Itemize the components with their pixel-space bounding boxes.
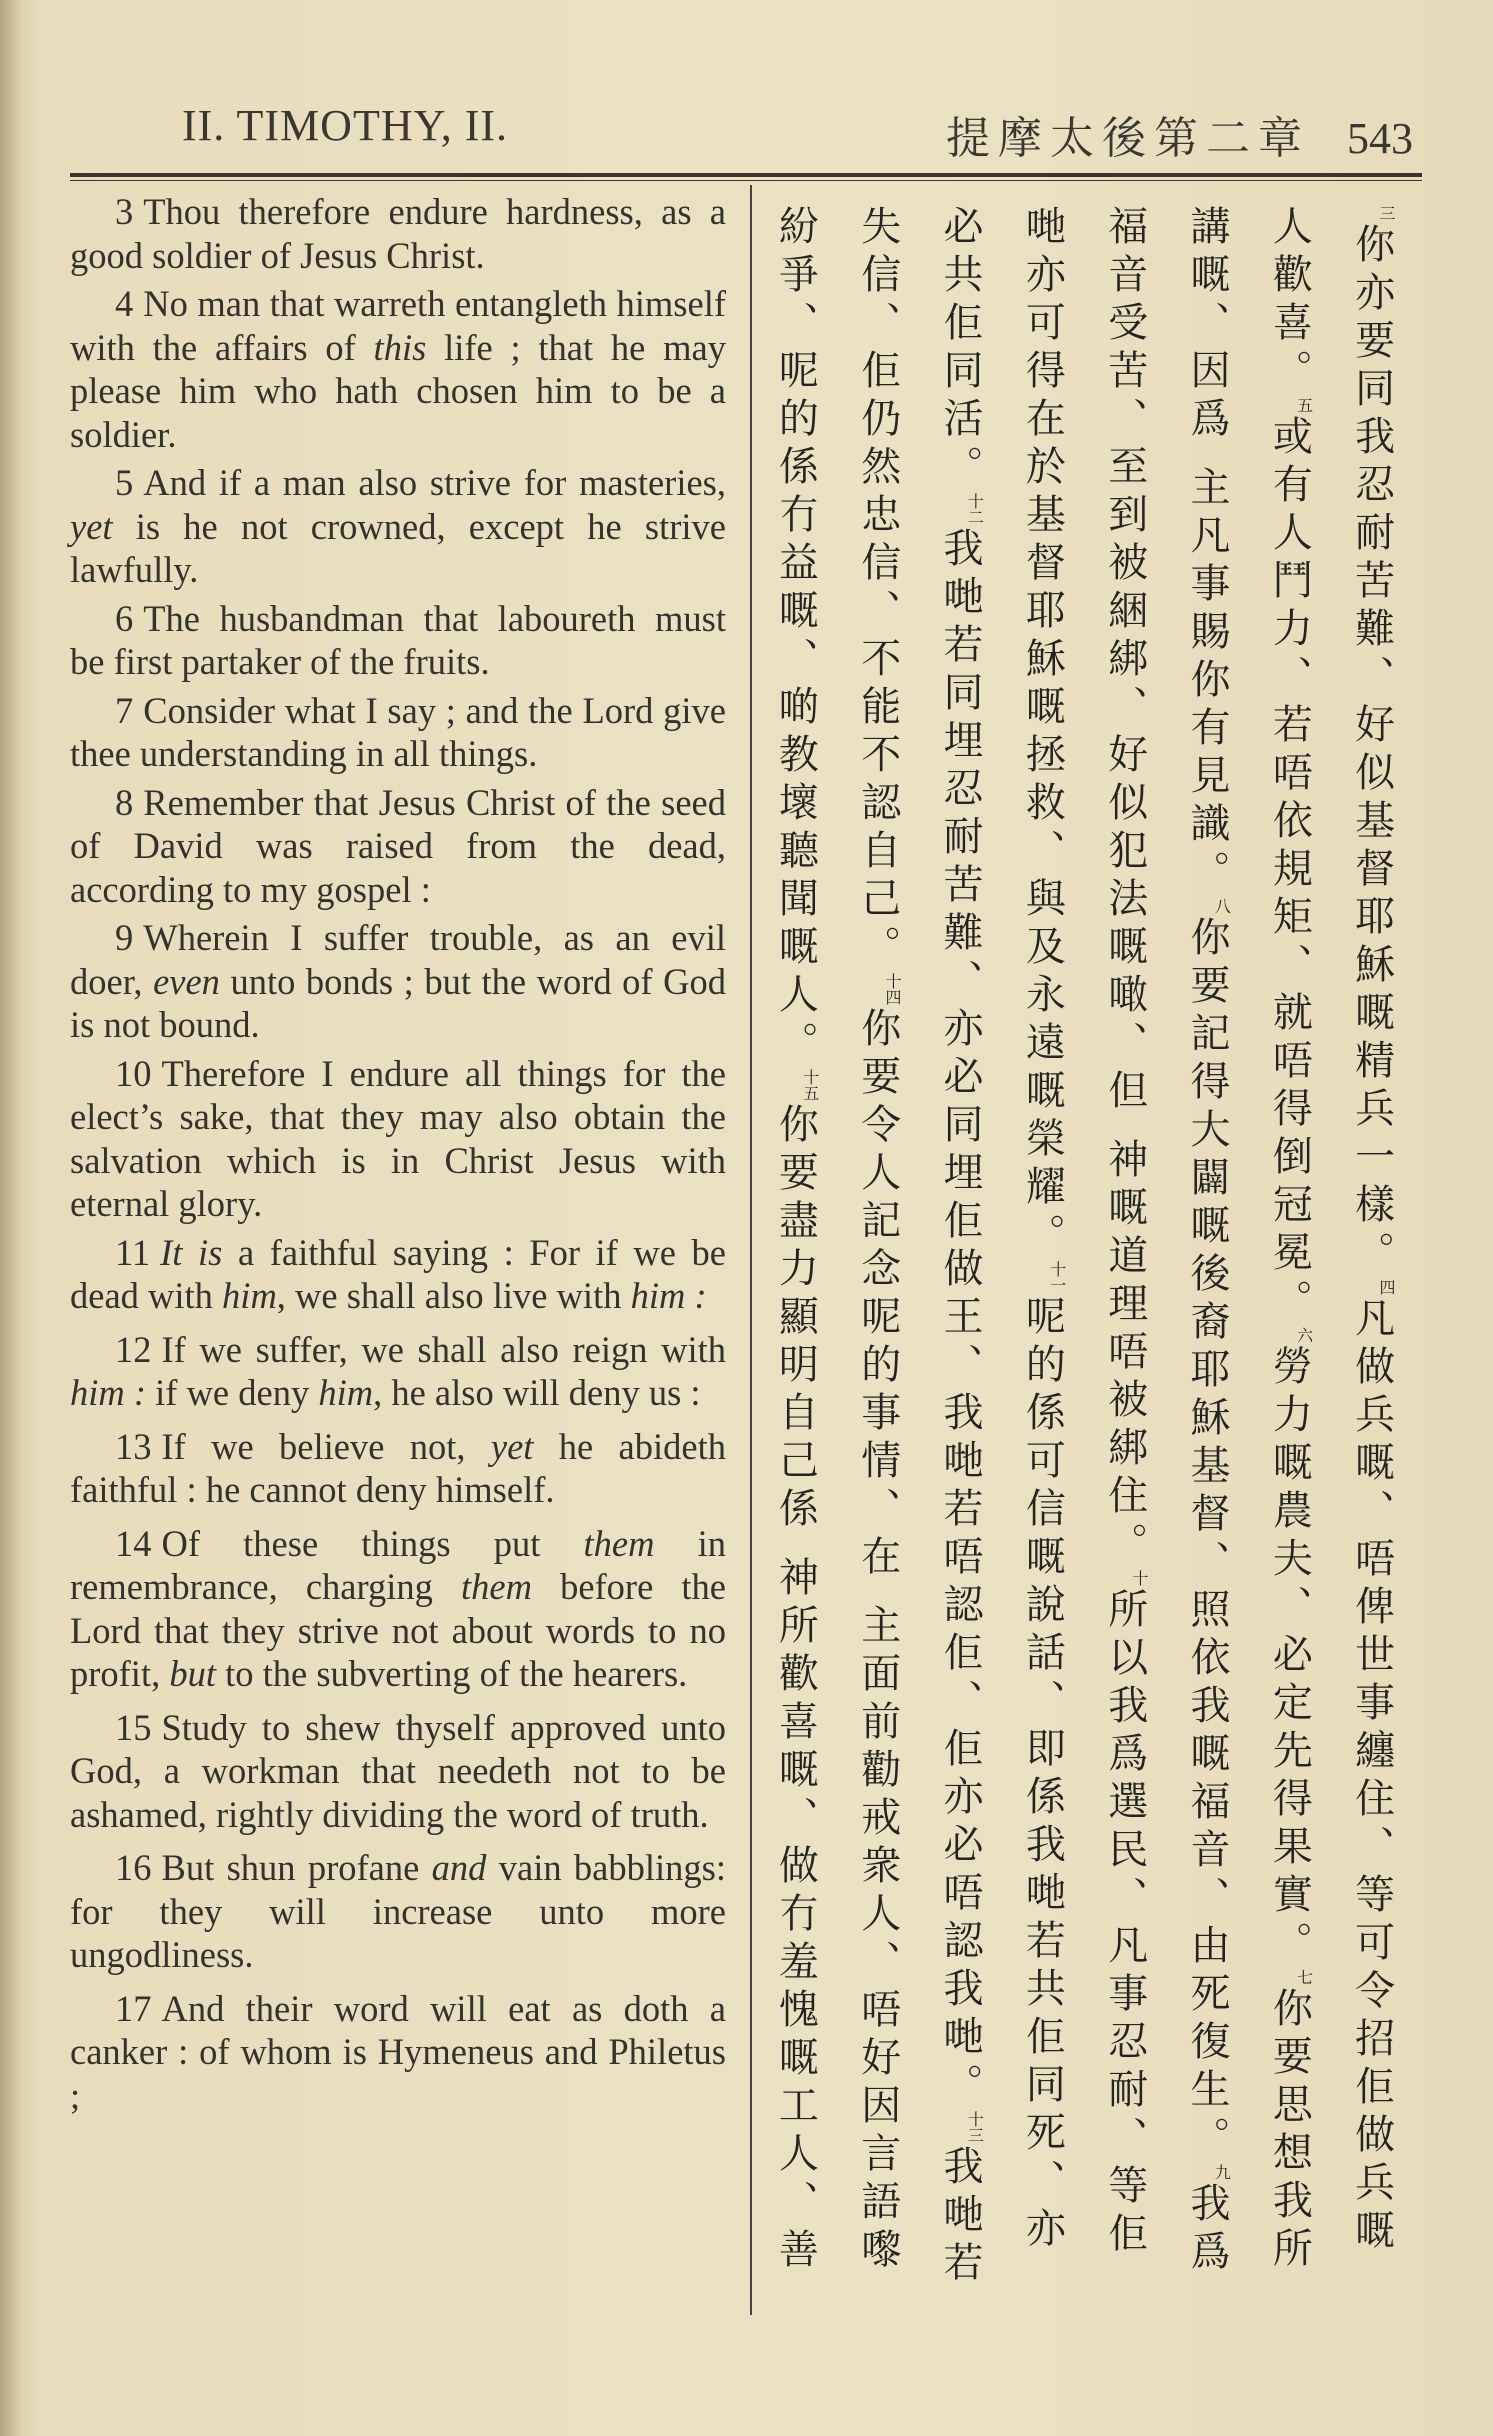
- english-verse-5: [70, 461, 726, 592]
- verse-number: 6: [115, 597, 134, 639]
- chinese-verses: [770, 205, 1420, 2295]
- english-verse-11: [70, 1231, 726, 1318]
- english-verse-6: [70, 597, 726, 684]
- english-verse-13: [70, 1425, 726, 1512]
- verse-text: Consider what I say ; and the Lord give thee understanding in all things.: [70, 689, 726, 774]
- verse-number: 10: [115, 1052, 152, 1094]
- english-verse-8: [70, 781, 726, 912]
- verse-text: The husbandman that laboureth must be first partaker of the fruits.: [70, 597, 726, 682]
- verse-text: If we believe not, yet he abideth faithful : he cannot deny himself.: [70, 1425, 726, 1510]
- verse-number: 15: [115, 1706, 152, 1748]
- verse-number: 12: [115, 1328, 152, 1370]
- header-rule-thick: [70, 173, 1422, 177]
- english-verse-12: [70, 1328, 726, 1415]
- verse-text: Of these things put them in remembrance, charging them before the Lord that they strive not about words to no profit, but to the subverting of the hearers.: [70, 1522, 726, 1694]
- verse-text: And their word will eat as doth a canker : of whom is Hymeneus and Philetus ;: [70, 1987, 726, 2116]
- verse-text: It is a faithful saying : For if we be dead with him, we shall also live with him :: [70, 1231, 726, 1316]
- chinese-verse-text: 我哋若同埋忍耐苦難、亦必同埋佢做王、我哋若唔認佢、佢亦必唔認我哋。: [937, 527, 984, 2111]
- english-verse-7: [70, 689, 726, 776]
- chinese-verse-text: 我爲福音受苦、至到被綑綁、好似犯法嘅噉、但 神嘅道理唔被綁住。: [1101, 205, 1231, 2278]
- verse-number: 11: [115, 1231, 151, 1273]
- verse-text: If we suffer, we shall also reign with him : if we deny him, he also will deny us :: [70, 1328, 726, 1413]
- verse-text: Thou therefore endure hardness, as a good soldier of Jesus Christ.: [70, 191, 726, 276]
- verse-number: 4: [115, 283, 134, 324]
- chinese-text-column: [770, 205, 1420, 2295]
- chinese-verse-text: 你要記得大闢嘅後裔耶穌基督、照依我嘅福音、由死復生。: [1184, 915, 1231, 2164]
- chinese-verse-text: 勞力嘅農夫、必定先得果實。: [1266, 1345, 1313, 1969]
- english-verse-4: [70, 282, 726, 456]
- column-divider: [750, 185, 752, 2315]
- chinese-verse-text: 你要盡力顯明自己係 神所歡喜嘅、做冇羞愧嘅工人、善: [772, 1103, 819, 2276]
- chinese-verse-number: 十二: [965, 493, 985, 525]
- english-verse-15: [70, 1706, 726, 1837]
- chinese-verse-number: 七: [1294, 1969, 1314, 1985]
- verse-number: 9: [115, 917, 134, 958]
- english-verse-16: [70, 1846, 726, 1977]
- chinese-verse-number: 五: [1294, 397, 1314, 413]
- chinese-verse-number: 四: [1377, 1279, 1396, 1295]
- chinese-verse-text: 所以我爲選民、凡事忍耐、等佢哋亦可得在於基督耶穌嘅拯救、與及永遠嘅榮耀。: [1019, 205, 1148, 2260]
- verse-number: 5: [115, 462, 134, 503]
- verse-text: Wherein I suffer trouble, as an evil doer, even unto bonds ; but the word of God is not bound.: [70, 917, 726, 1045]
- chinese-verse-text: 你亦要同我忍耐苦難、好似基督耶穌嘅精兵一樣。: [1348, 223, 1395, 1279]
- chinese-verse-text: 你要令人記念呢的事情、在 主面前勸戒衆人、唔好因言語嚟紛爭、呢的係冇益嘅、啲教壞聽聞嘅人。: [772, 205, 901, 2276]
- english-running-title: II. TIMOTHY, II.: [182, 101, 508, 150]
- verse-text: Therefore I endure all things for the elect’s sake, that they may also obtain the salvation which is in Christ Jesus with eternal glory.: [70, 1052, 726, 1224]
- english-text-column: [70, 190, 726, 2122]
- header-rule-thin: [70, 180, 1422, 181]
- english-verse-9: [70, 916, 726, 1047]
- chinese-verse-number: 十三: [965, 2111, 985, 2143]
- chinese-verse-number: 十五: [800, 1069, 820, 1101]
- chinese-verse-number: 九: [1212, 2163, 1232, 2180]
- verse-text: And if a man also strive for masteries, yet is he not crowned, except he strive lawfully.: [70, 462, 726, 590]
- chinese-verse-text: 我哋若失信、佢仍然忠信、不能不認自己。: [854, 205, 984, 2289]
- verse-number: 16: [115, 1847, 152, 1888]
- chinese-verse-number: 三: [1377, 205, 1396, 221]
- english-verse-10: [70, 1052, 726, 1226]
- chinese-verse-text: 凡做兵嘅、唔俾世事纏住、等可令招佢做兵嘅人歡喜。: [1266, 205, 1395, 2257]
- verse-text: No man that warreth entangleth himself with the affairs of this life ; that he may please him who hath chosen him to be a soldier.: [70, 283, 726, 455]
- chinese-running-title-group: [946, 102, 1413, 166]
- verse-number: 8: [115, 781, 134, 823]
- english-verse-3: [70, 190, 726, 277]
- verse-number: 7: [115, 689, 134, 731]
- chinese-verse-number: 十一: [1047, 1261, 1067, 1293]
- page-number: 543: [1347, 114, 1413, 163]
- chinese-verse-text: 你要思想我所講嘅、因爲 主凡事賜你有見識。: [1184, 205, 1313, 2275]
- running-header: [70, 88, 1413, 168]
- chinese-verse-text: 呢的係可信嘅說話、即係我哋若共佢同死、亦必共佢同活。: [937, 205, 1066, 2255]
- english-verse-17: [70, 1987, 726, 2118]
- chinese-verse-number: 八: [1212, 897, 1232, 914]
- chinese-running-title: 提摩太後第二章: [946, 113, 1310, 164]
- verse-number: 17: [115, 1987, 152, 2029]
- chinese-verse-number: 十四: [883, 973, 903, 1005]
- verse-number: 3: [115, 191, 134, 232]
- verse-number: 13: [115, 1425, 152, 1467]
- english-verse-14: [70, 1522, 726, 1696]
- verse-number: 14: [115, 1522, 152, 1564]
- verse-text: Remember that Jesus Christ of the seed of David was raised from the dead, according to my gospel :: [70, 781, 726, 910]
- verse-text: But shun profane and vain babblings: for they will increase unto more ungodliness.: [70, 1847, 726, 1975]
- chinese-verse-number: 六: [1294, 1327, 1314, 1343]
- page-edge-shadow: [0, 0, 22, 2436]
- chinese-verse-number: 十: [1130, 1569, 1150, 1586]
- verse-text: Study to shew thyself approved unto God, a workman that needeth not to be ashamed, rightly dividing the word of truth.: [70, 1706, 726, 1835]
- chinese-verse-text: 或有人鬥力、若唔依規矩、就唔得倒冠冕。: [1266, 415, 1313, 1327]
